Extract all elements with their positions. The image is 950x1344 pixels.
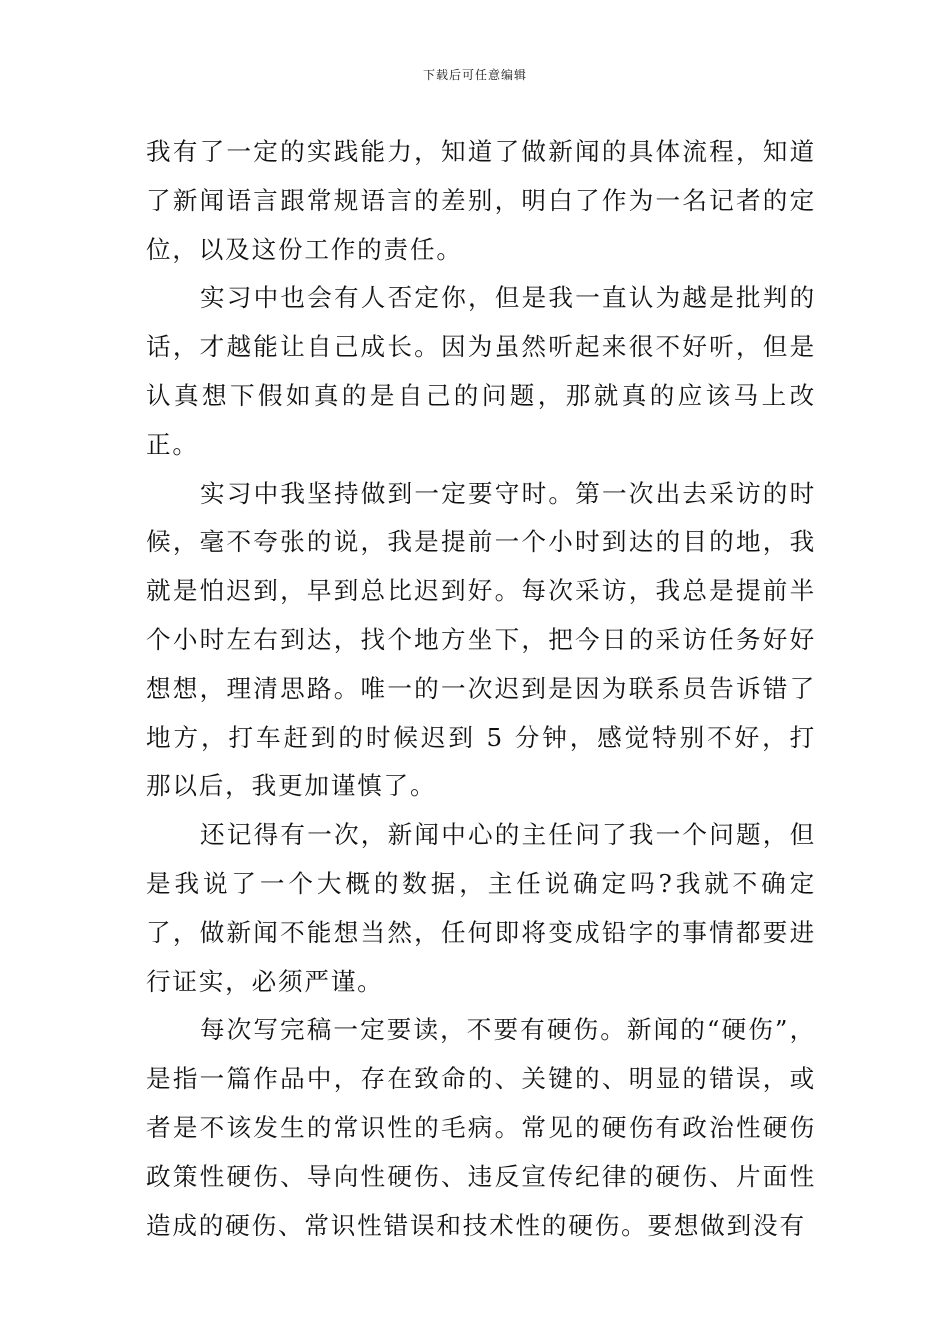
- document-body: [146, 128, 816, 1250]
- page-header: 下载后可任意编辑: [422, 68, 527, 82]
- paragraph-1: 我有了一定的实践能力，知道了做新闻的具体流程，知道了新闻语言跟常规语言的差别，明白了作为一名记者的定位，以及这份工作的责任。: [146, 137, 816, 264]
- paragraph-4: 还记得有一次，新闻中心的主任问了我一个问题，但是我说了一个大概的数据，主任说确定吗?我就不确定了，做新闻不能想当然，任何即将变成铅字的事情都要进行证实，必须严谨。: [146, 820, 816, 996]
- paragraph-3: 实习中我坚持做到一定要守时。第一次出去采访的时候，毫不夸张的说，我是提前一个小时到达的目的地，我就是怕迟到，早到总比迟到好。每次采访，我总是提前半个小时左右到达，找个地方坐下，把今日的采访任务好好想想，理清思路。唯一的一次迟到是因为联系员告诉错了地方，打车赶到的时候迟到 5 分钟，感觉特别不好，打那以后，我更加谨慎了。: [146, 478, 816, 801]
- paragraph-5: 每次写完稿一定要读，不要有硬伤。新闻的“硬伤”，是指一篇作品中，存在致命的、关键的、明显的错误，或者是不该发生的常识性的毛病。常见的硬伤有政治性硬伤政策性硬伤、导向性硬伤、违反宣传纪律的硬伤、片面性造成的硬伤、常识性错误和技术性的硬伤。要想做到没有: [146, 1015, 816, 1240]
- paragraph-2: 实习中也会有人否定你，但是我一直认为越是批判的话，才越能让自己成长。因为虽然听起来很不好听，但是认真想下假如真的是自己的问题，那就真的应该马上改正。: [146, 283, 816, 459]
